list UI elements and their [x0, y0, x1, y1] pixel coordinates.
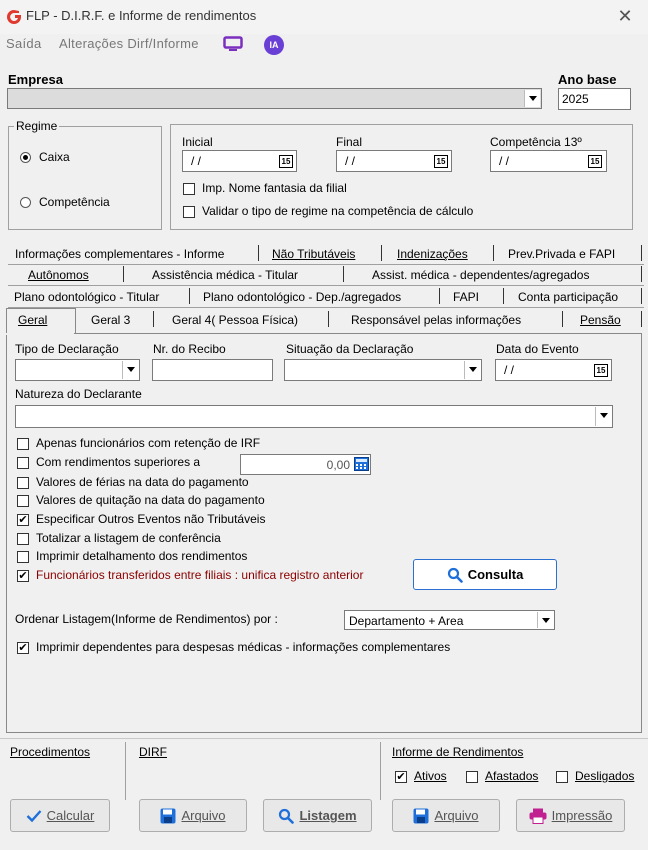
competencia13-date-value: / / [499, 154, 510, 168]
impressao-button[interactable] [516, 799, 625, 832]
tab-nao-tributaveis[interactable] [272, 247, 355, 261]
consulta-button[interactable] [413, 559, 557, 590]
tab-separator [343, 266, 344, 282]
detalhamento-label: Imprimir detalhamento dos rendimentos [36, 549, 248, 563]
arquivo-informe-label: Arquivo [434, 808, 479, 823]
tab-responsavel[interactable]: Responsável pelas informações [351, 313, 522, 327]
checkmark-icon [26, 809, 42, 823]
procedimentos-label: Procedimentos [10, 745, 91, 759]
tab-assist-medica-dependentes[interactable]: Assist. médica - dependentes/agregados [372, 268, 590, 282]
tab-separator [381, 245, 382, 261]
calculator-icon[interactable] [354, 457, 369, 471]
save-icon [160, 808, 176, 824]
listagem-button[interactable] [263, 799, 372, 832]
totalizar-checkbox[interactable] [17, 533, 29, 545]
tab-plano-odonto-dep[interactable]: Plano odontológico - Dep./agregados [203, 290, 402, 304]
imp-nome-label: Imp. Nome fantasia da filial [202, 181, 347, 195]
rendimentos-superiores-checkbox[interactable] [17, 457, 29, 469]
desligados-checkbox[interactable] [556, 771, 568, 783]
validar-label: Validar o tipo de regime na competência de cálculo [202, 204, 474, 218]
tab-row-divider [8, 285, 644, 286]
ano-base-input[interactable]: 2025 [558, 88, 631, 110]
chevron-down-icon[interactable] [524, 90, 540, 107]
rendimentos-valor-input[interactable] [240, 454, 371, 475]
tab-separator [439, 288, 440, 304]
app-logo-icon [6, 9, 22, 25]
calcular-button[interactable] [10, 799, 110, 832]
competencia13-label: Competência 13º [490, 135, 582, 149]
calcular-label: Calcular [46, 808, 95, 823]
final-date-value: / / [345, 154, 356, 168]
tab-plano-odonto-titular[interactable]: Plano odontológico - Titular [14, 290, 160, 304]
footer-separator [125, 742, 126, 800]
tab-separator [641, 288, 642, 304]
dirf-label: DIRF [139, 745, 167, 759]
tab-separator [258, 245, 259, 261]
tab-indenizacoes-label: Indenizações [397, 247, 468, 261]
tab-separator [328, 311, 329, 327]
save-icon [413, 808, 429, 824]
empresa-select[interactable] [7, 88, 542, 109]
situacao-select[interactable] [284, 359, 482, 381]
arquivo-dirf-label: Arquivo [181, 808, 226, 823]
consulta-label: Consulta [467, 567, 524, 582]
final-label: Final [336, 135, 363, 149]
quitacao-checkbox[interactable] [17, 495, 29, 507]
tab-autonomos-label: Autônomos [28, 268, 89, 282]
natureza-label: Natureza do Declarante [15, 387, 142, 401]
ativos-label: Ativos [414, 769, 447, 783]
caixa-radio[interactable] [20, 152, 31, 163]
tab-conta-participacao[interactable]: Conta participação [518, 290, 619, 304]
tab-row-divider [8, 264, 644, 265]
calendar-icon[interactable]: 15 [434, 155, 448, 168]
validar-checkbox[interactable] [183, 206, 195, 218]
tab-pensao[interactable] [580, 313, 621, 327]
tab-pensao-label: Pensão [580, 313, 621, 327]
monitor-icon[interactable] [223, 36, 243, 52]
calendar-icon[interactable]: 15 [588, 155, 602, 168]
ordenar-select[interactable] [344, 610, 555, 630]
outros-eventos-checkbox[interactable]: ✔ [18, 514, 28, 526]
ferias-label: Valores de férias na data do pagamento [36, 475, 249, 489]
tab-separator [493, 245, 494, 261]
natureza-select[interactable] [15, 405, 613, 428]
close-icon[interactable]: ✕ [617, 6, 633, 26]
tab-assistencia-medica-titular[interactable]: Assistência médica - Titular [152, 268, 299, 282]
afastados-checkbox[interactable] [466, 771, 478, 783]
situacao-label: Situação da Declaração [286, 342, 414, 356]
rendimentos-superiores-label: Com rendimentos superiores a [36, 455, 201, 469]
detalhamento-checkbox[interactable] [17, 551, 29, 563]
totalizar-label: Totalizar a listagem de conferência [36, 531, 221, 545]
imp-nome-checkbox[interactable] [183, 183, 195, 195]
footer-divider [0, 738, 648, 739]
footer-separator [380, 742, 381, 800]
competencia-radio[interactable] [20, 197, 31, 208]
window-title: FLP - D.I.R.F. e Informe de rendimentos [26, 8, 257, 23]
afastados-label: Afastados [485, 769, 539, 783]
tab-nao-tributaveis-label: Não Tributáveis [272, 247, 356, 261]
chevron-down-icon[interactable] [464, 361, 480, 379]
ano-base-label: Ano base [558, 72, 617, 87]
tab-separator [503, 288, 504, 304]
empresa-label: Empresa [8, 72, 63, 87]
inicial-date-value: / / [191, 154, 202, 168]
tab-separator [123, 266, 124, 282]
transferidos-label: Funcionários transferidos entre filiais : unifica registro anterior [36, 568, 364, 582]
tab-separator [153, 311, 154, 327]
tab-separator [562, 311, 563, 327]
tipo-declaracao-label: Tipo de Declaração [15, 342, 119, 356]
data-evento-value: / / [504, 363, 515, 377]
search-icon [447, 567, 463, 583]
search-icon [278, 808, 294, 824]
tab-indenizacoes[interactable] [397, 247, 468, 261]
tab-separator [641, 245, 642, 261]
chevron-down-icon[interactable] [537, 612, 553, 628]
imprimir-dependentes-label: Imprimir dependentes para despesas médicas - informações complementares [36, 640, 451, 654]
tab-informacoes-complementares[interactable]: Informações complementares - Informe [15, 247, 225, 261]
listagem-label: Listagem [299, 808, 357, 823]
ordenar-value: Departamento + Area [349, 614, 464, 628]
rendimentos-valor-value: 0,00 [326, 458, 350, 472]
tipo-declaracao-select[interactable] [15, 359, 140, 381]
recibo-label: Nr. do Recibo [153, 342, 226, 356]
tab-geral-label: Geral [18, 313, 48, 327]
arquivo-dirf-button[interactable] [139, 799, 247, 832]
data-evento-label: Data do Evento [496, 342, 579, 356]
tab-separator [641, 266, 642, 282]
outros-eventos-label: Especificar Outros Eventos não Tributáveis [36, 512, 266, 526]
transferidos-checkbox[interactable]: ✔ [18, 570, 28, 582]
ferias-checkbox[interactable] [17, 477, 29, 489]
tab-separator [641, 311, 642, 327]
impressao-label: Impressão [551, 808, 613, 823]
tab-geral-3[interactable]: Geral 3 [91, 313, 131, 327]
quitacao-label: Valores de quitação na data do pagamento [36, 493, 265, 507]
recibo-input[interactable] [152, 359, 273, 381]
regime-label: Regime [16, 119, 58, 133]
desligados-label: Desligados [575, 769, 635, 783]
chevron-down-icon[interactable] [122, 361, 138, 379]
regime-group [8, 126, 162, 230]
inicial-label: Inicial [182, 135, 213, 149]
competencia-label: Competência [39, 195, 110, 209]
tab-row-divider [8, 307, 644, 308]
calendar-icon[interactable]: 15 [279, 155, 293, 168]
tab-fapi[interactable]: FAPI [453, 290, 480, 304]
ia-icon[interactable]: IA [264, 35, 284, 55]
tab-geral[interactable] [18, 313, 47, 327]
tab-autonomos[interactable] [28, 268, 89, 282]
menu-alteracoes[interactable]: Alterações Dirf/Informe [59, 36, 199, 51]
informe-label: Informe de Rendimentos [392, 745, 524, 759]
ativos-checkbox[interactable]: ✔ [396, 771, 406, 783]
menu-saida[interactable]: Saída [6, 36, 42, 51]
printer-icon [529, 808, 547, 824]
tab-geral-4[interactable]: Geral 4( Pessoa Física) [172, 313, 299, 327]
imprimir-dependentes-checkbox[interactable]: ✔ [18, 642, 28, 654]
arquivo-informe-button[interactable] [392, 799, 500, 832]
tab-prev-privada-fapi[interactable]: Prev.Privada e FAPI [508, 247, 616, 261]
ordenar-label: Ordenar Listagem(Informe de Rendimentos) por : [15, 612, 278, 626]
chevron-down-icon[interactable] [595, 407, 611, 426]
active-tab-joint [6, 333, 74, 335]
apenas-retencao-label: Apenas funcionários com retenção de IRF [36, 436, 261, 450]
caixa-label: Caixa [39, 150, 70, 164]
calendar-icon[interactable]: 15 [594, 364, 608, 377]
apenas-retencao-checkbox[interactable] [17, 438, 29, 450]
tab-separator [189, 288, 190, 304]
